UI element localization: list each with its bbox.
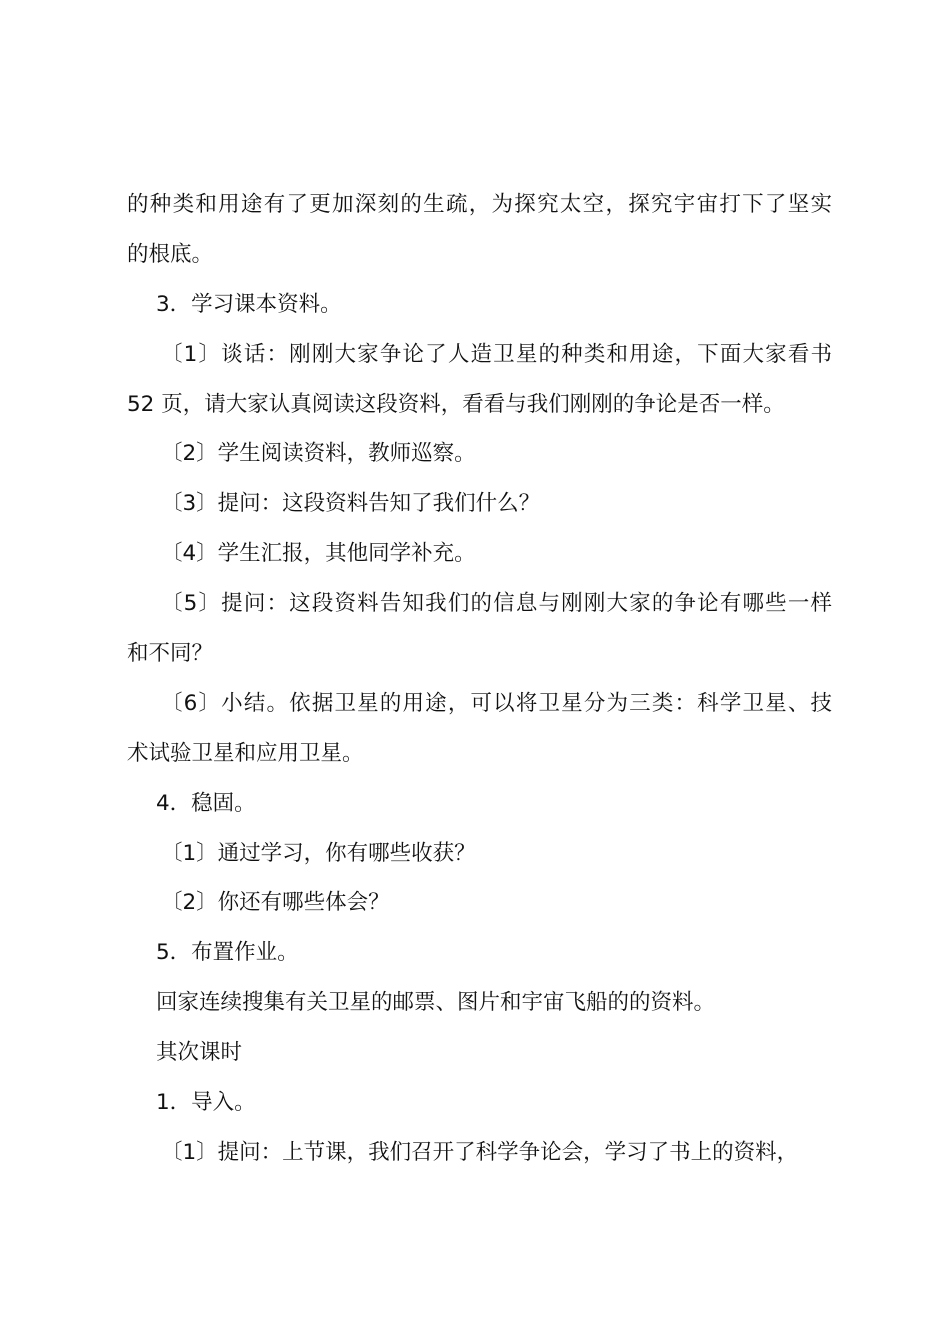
paragraph-line: 〔2〕学生阅读资料，教师巡察。: [161, 441, 476, 467]
paragraph-line: 〔6〕小结。依据卫星的用途，可以将卫星分为三类：科学卫星、技: [161, 690, 832, 716]
paragraph-line: 〔1〕通过学习，你有哪些收获？: [161, 840, 476, 866]
paragraph-line: 〔1〕谈话：刚刚大家争论了人造卫星的种类和用途，下面大家看书: [161, 341, 832, 367]
section-heading: 1．导入。: [156, 1090, 256, 1116]
paragraph-line: 〔2〕你还有哪些体会？: [161, 890, 390, 916]
paragraph-line: 〔4〕学生汇报，其他同学补充。: [161, 541, 476, 567]
paragraph-line: 〔5〕提问：这段资料告知我们的信息与刚刚大家的争论有哪些一样: [161, 591, 832, 617]
document-body: [127, 180, 832, 1178]
section-heading: 其次课时: [156, 1040, 243, 1066]
paragraph-line: 回家连续搜集有关卫星的邮票、图片和宇宙飞船的的资料。: [156, 990, 716, 1016]
paragraph-line: 〔3〕提问：这段资料告知了我们什么？: [161, 491, 541, 517]
paragraph-line: 的根底。: [127, 241, 214, 267]
paragraph-line: 术试验卫星和应用卫星。: [127, 740, 364, 766]
paragraph-line: 和不同？: [127, 641, 214, 667]
section-heading: 3．学习课本资料。: [156, 291, 342, 317]
paragraph-line: 52 页，请大家认真阅读这段资料，看看与我们刚刚的争论是否一样。: [127, 391, 785, 417]
section-heading: 4．稳固。: [156, 790, 256, 816]
section-heading: 5．布置作业。: [156, 940, 299, 966]
paragraph-line: 的种类和用途有了更加深刻的生疏，为探究太空，探究宇宙打下了坚实: [127, 192, 832, 217]
paragraph-line: 〔1〕提问：上节课，我们召开了科学争论会，学习了书上的资料，: [161, 1139, 799, 1165]
